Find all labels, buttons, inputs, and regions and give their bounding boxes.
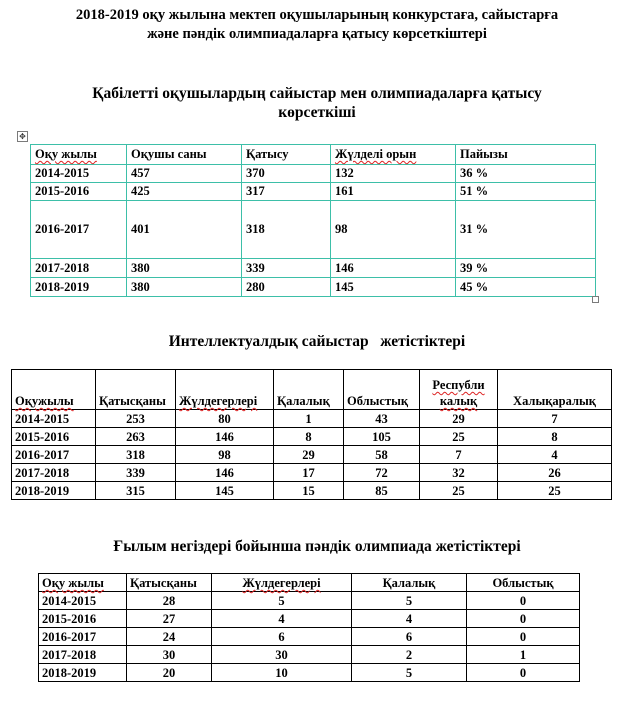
table-row	[31, 259, 596, 278]
section1-title-line1: Қабілетті оқушылардың сайыстар мен олимпиадаларға қатысу	[92, 85, 542, 102]
table-cell: 401	[127, 201, 242, 259]
table-cell: 28	[127, 592, 212, 610]
table-cell: 26	[498, 464, 612, 482]
table-cell: 2018-2019	[12, 482, 96, 500]
table-cell: 25	[498, 482, 612, 500]
section2-title-text: Интеллектуалдық сайыстар жетістіктері	[168, 333, 466, 350]
table-cell: 0	[467, 610, 580, 628]
table-cell: 30	[127, 646, 212, 664]
section1-title-line2: көрсеткіші	[278, 104, 356, 121]
table-row	[12, 410, 612, 428]
table-cell: 72	[344, 464, 420, 482]
table-cell: 2014-2015	[12, 410, 96, 428]
header-cell: Жүлдегерлері	[176, 370, 274, 410]
table-cell: 8	[498, 428, 612, 446]
table-cell: 2017-2018	[39, 646, 127, 664]
table-cell: 317	[242, 183, 331, 201]
table-cell: 2	[352, 646, 467, 664]
header-cell: Қатысқаны	[96, 370, 176, 410]
table-cell: 146	[176, 464, 274, 482]
table-cell: 0	[467, 592, 580, 610]
table-header-row	[12, 370, 612, 410]
table-cell: 1	[274, 410, 344, 428]
table-cell: 51 %	[456, 183, 596, 201]
table-cell: 4	[352, 610, 467, 628]
table-cell: 29	[274, 446, 344, 464]
olympiad-achievements-table	[38, 573, 580, 682]
table-cell: 85	[344, 482, 420, 500]
table-cell: 1	[467, 646, 580, 664]
table-cell: 30	[212, 646, 352, 664]
table-row	[12, 482, 612, 500]
table-cell: 20	[127, 664, 212, 682]
table-row	[39, 646, 580, 664]
table-row	[12, 428, 612, 446]
table-cell: 7	[498, 410, 612, 428]
table-cell: 98	[331, 201, 456, 259]
header-cell: Қалалық	[274, 370, 344, 410]
table-header-row	[31, 145, 596, 165]
table-cell: 380	[127, 259, 242, 278]
section3-title: Ғылым негіздері бойынша пәндік олимпиада жетістіктері	[113, 538, 521, 555]
table-cell: 370	[242, 165, 331, 183]
table-cell: 425	[127, 183, 242, 201]
table-cell: 45 %	[456, 278, 596, 297]
table-cell: 2015-2016	[39, 610, 127, 628]
table-cell: 2015-2016	[31, 183, 127, 201]
table-cell: 25	[420, 428, 498, 446]
table-cell: 318	[242, 201, 331, 259]
table-row	[12, 446, 612, 464]
table-cell: 10	[212, 664, 352, 682]
table-cell: 27	[127, 610, 212, 628]
table-cell: 2018-2019	[39, 664, 127, 682]
header-cell: Қатысу	[242, 145, 331, 165]
table-cell: 6	[352, 628, 467, 646]
table-cell: 339	[242, 259, 331, 278]
header-cell: Халықаралық	[498, 370, 612, 410]
header-cell: Жүлделі орын	[331, 145, 456, 165]
table-cell: 17	[274, 464, 344, 482]
table-row	[39, 592, 580, 610]
header-cell: Оқу жылы	[31, 145, 127, 165]
table-resize-handle[interactable]	[592, 296, 599, 303]
table-cell: 2014-2015	[39, 592, 127, 610]
table-cell: 280	[242, 278, 331, 297]
table-cell: 2016-2017	[12, 446, 96, 464]
table-cell: 2016-2017	[31, 201, 127, 259]
table-cell: 105	[344, 428, 420, 446]
table-cell: 24	[127, 628, 212, 646]
table-cell: 80	[176, 410, 274, 428]
table-cell: 2014-2015	[31, 165, 127, 183]
table-cell: 132	[331, 165, 456, 183]
table-cell: 58	[344, 446, 420, 464]
table-cell: 39 %	[456, 259, 596, 278]
intellectual-contests-table	[11, 369, 612, 500]
document-title-line2: және пәндік олимпиадаларға қатысу көрсеткіштері	[147, 26, 487, 42]
table-cell: 43	[344, 410, 420, 428]
table-row	[39, 610, 580, 628]
header-cell: Облыстық	[344, 370, 420, 410]
table-cell: 339	[96, 464, 176, 482]
table-cell: 145	[331, 278, 456, 297]
table-cell: 5	[212, 592, 352, 610]
table-cell: 7	[420, 446, 498, 464]
table-cell: 0	[467, 628, 580, 646]
table-cell: 5	[352, 592, 467, 610]
header-cell: Облыстық	[467, 574, 580, 592]
table-cell: 98	[176, 446, 274, 464]
header-cell: Оқу жылы	[39, 574, 127, 592]
table-cell: 32	[420, 464, 498, 482]
table-row	[39, 664, 580, 682]
table-cell: 2015-2016	[12, 428, 96, 446]
header-cell: Қатысқаны	[127, 574, 212, 592]
table-cell: 146	[331, 259, 456, 278]
table-cell: 36 %	[456, 165, 596, 183]
table-cell: 8	[274, 428, 344, 446]
table-row	[39, 628, 580, 646]
header-cell: Оқушы саны	[127, 145, 242, 165]
document-title-line1: 2018-2019 оқу жылына мектеп оқушыларының конкурстаға, сайыстарға	[75, 7, 559, 23]
header-cell: Қалалық	[352, 574, 467, 592]
section2-title	[0, 332, 634, 352]
table-row	[31, 165, 596, 183]
header-cell: Республи калық	[420, 370, 498, 410]
table-row	[31, 201, 596, 259]
table-cell: 4	[212, 610, 352, 628]
table-cell: 263	[96, 428, 176, 446]
table-row	[12, 464, 612, 482]
table-cell: 2017-2018	[31, 259, 127, 278]
table-cell: 2017-2018	[12, 464, 96, 482]
table-cell: 15	[274, 482, 344, 500]
table-cell: 2018-2019	[31, 278, 127, 297]
table-cell: 146	[176, 428, 274, 446]
table-cell: 145	[176, 482, 274, 500]
header-cell: Оқужылы	[12, 370, 96, 410]
table-cell: 4	[498, 446, 612, 464]
table-cell: 5	[352, 664, 467, 682]
table-cell: 29	[420, 410, 498, 428]
table-cell: 161	[331, 183, 456, 201]
table-cell: 2016-2017	[39, 628, 127, 646]
table-cell: 253	[96, 410, 176, 428]
table-cell: 318	[96, 446, 176, 464]
header-cell: Пайызы	[456, 145, 596, 165]
table-cell: 380	[127, 278, 242, 297]
participation-table	[30, 144, 596, 297]
table-cell: 0	[467, 664, 580, 682]
table-move-handle-icon[interactable]: ✥	[17, 131, 28, 142]
table-header-row	[39, 574, 580, 592]
table-cell: 457	[127, 165, 242, 183]
table-cell: 6	[212, 628, 352, 646]
table-cell: 25	[420, 482, 498, 500]
table-row	[31, 183, 596, 201]
header-cell: Жүлдегерлері	[212, 574, 352, 592]
table-cell: 31 %	[456, 201, 596, 259]
table-row	[31, 278, 596, 297]
table-cell: 315	[96, 482, 176, 500]
